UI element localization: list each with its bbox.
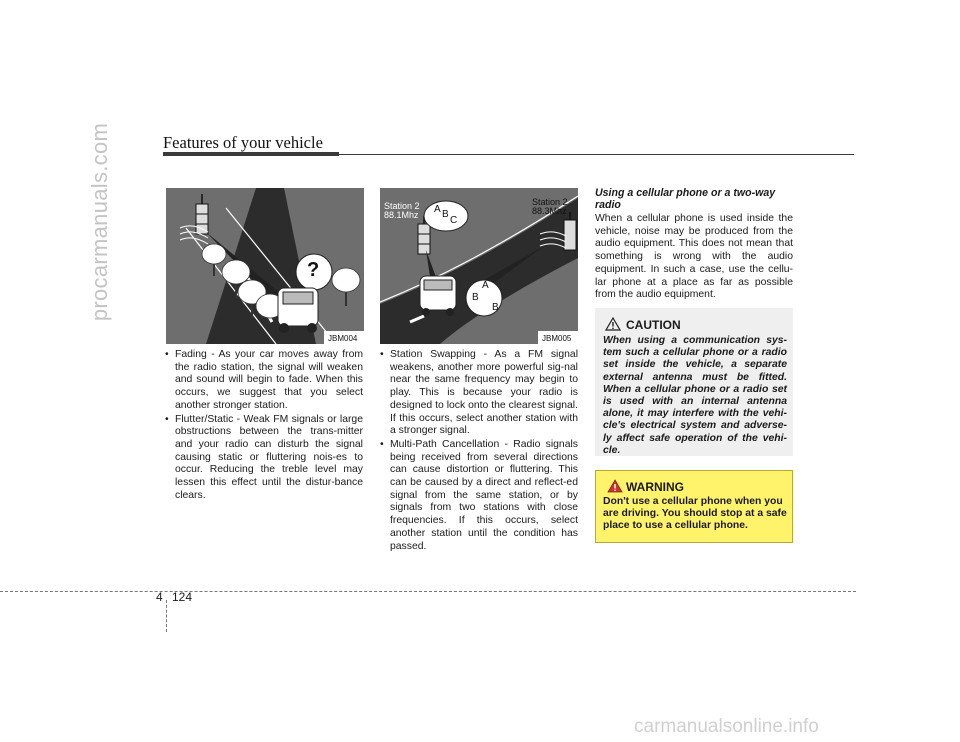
car-letter-b2: B <box>492 302 499 313</box>
figure-station-swapping <box>380 188 578 344</box>
page-chapter: 4 <box>156 590 163 604</box>
station-right-freq: 88.3Mhz <box>532 206 567 216</box>
signal-letter-c: C <box>450 215 458 226</box>
section-title: Using a cellular phone or a two-way radio <box>595 187 776 212</box>
figure-code: JBM005 <box>542 334 572 343</box>
signal-letter-a: A <box>434 204 441 215</box>
column1-bullets <box>165 349 363 503</box>
footer-watermark: carmanualsonline.info <box>634 716 819 737</box>
warning-box <box>595 470 793 543</box>
footer-divider <box>0 591 856 592</box>
car-letter-a: A <box>482 280 489 291</box>
signal-letter-b: B <box>442 209 449 220</box>
page-header-title: Features of your vehicle <box>163 133 323 152</box>
station-left-name: Station 2 <box>384 201 420 211</box>
car-icon <box>278 288 318 333</box>
fading-illustration <box>166 188 364 344</box>
station-right-name: Station 2 <box>532 197 568 207</box>
warning-triangle-icon <box>607 479 623 493</box>
car-icon <box>420 276 456 316</box>
caution-text: When using a communication sys-tem such a cellular phone or a radio set inside the vehicle, a separate external antenna must be fitted. When a cellular phone or a radio set is used with an internal antenna alone, it may interfere with the vehi-cle's electrical system and adverse-ly affect safe operation of the vehi-cle. <box>603 335 787 456</box>
caution-title: CAUTION <box>626 318 681 332</box>
side-watermark-text: procarmanuals.com <box>87 122 112 322</box>
caution-triangle-icon <box>605 317 621 331</box>
car-letter-b1: B <box>472 292 479 303</box>
footer-vertical-divider <box>166 600 167 632</box>
warning-text: Don't use a cellular phone when you are driving. You should stop at a safe place to use a cellular phone. <box>603 496 787 532</box>
header-rule-thin <box>339 154 854 155</box>
figure-fading <box>166 188 364 344</box>
bullet-fading: • Fading - As your car moves away from the radio station, the signal will weaken and sound will begin to fade. When this occurs, we suggest that you select another stronger station. <box>165 349 363 413</box>
header-rule-thick <box>163 152 339 156</box>
figure-code: JBM004 <box>328 334 358 343</box>
station-left-freq: 88.1Mhz <box>384 210 419 220</box>
section-paragraph: When a cellular phone is used inside the vehicle, noise may be produced from the audio equipment. This does not mean that something is wrong with the audio equipment. In such a case, use the cellu-lar phone at a place as far as possible from the audio equipment. <box>595 213 793 301</box>
bullet-multipath: • Multi-Path Cancellation - Radio signals being received from several directions can cause distortion or fluttering. This can be caused by a direct and reflect-ed signal from the same station, or by signals from two stations with close frequencies. If this occurs, select another station until the condition has passed. <box>380 439 578 553</box>
caution-box <box>595 308 793 456</box>
warning-title: WARNING <box>626 480 684 494</box>
page-number: 124 <box>172 590 193 604</box>
question-mark-label: ? <box>307 259 320 281</box>
bullet-station-swapping: • Station Swapping - As a FM signal weakens, another more powerful sig-nal near the same frequency may begin to play. This is because your radio is designed to lock onto the clearest signal. If this occurs, select another station with a stronger signal. <box>380 349 578 438</box>
column2-bullets <box>380 349 578 554</box>
bullet-flutter-static: • Flutter/Static - Weak FM signals or large obstructions between the trans-mitter and your radio can disturb the signal causing static or fluttering nois-es to occur. Reducing the treble level may lessen this effect until the distur-bance clears. <box>165 414 363 503</box>
